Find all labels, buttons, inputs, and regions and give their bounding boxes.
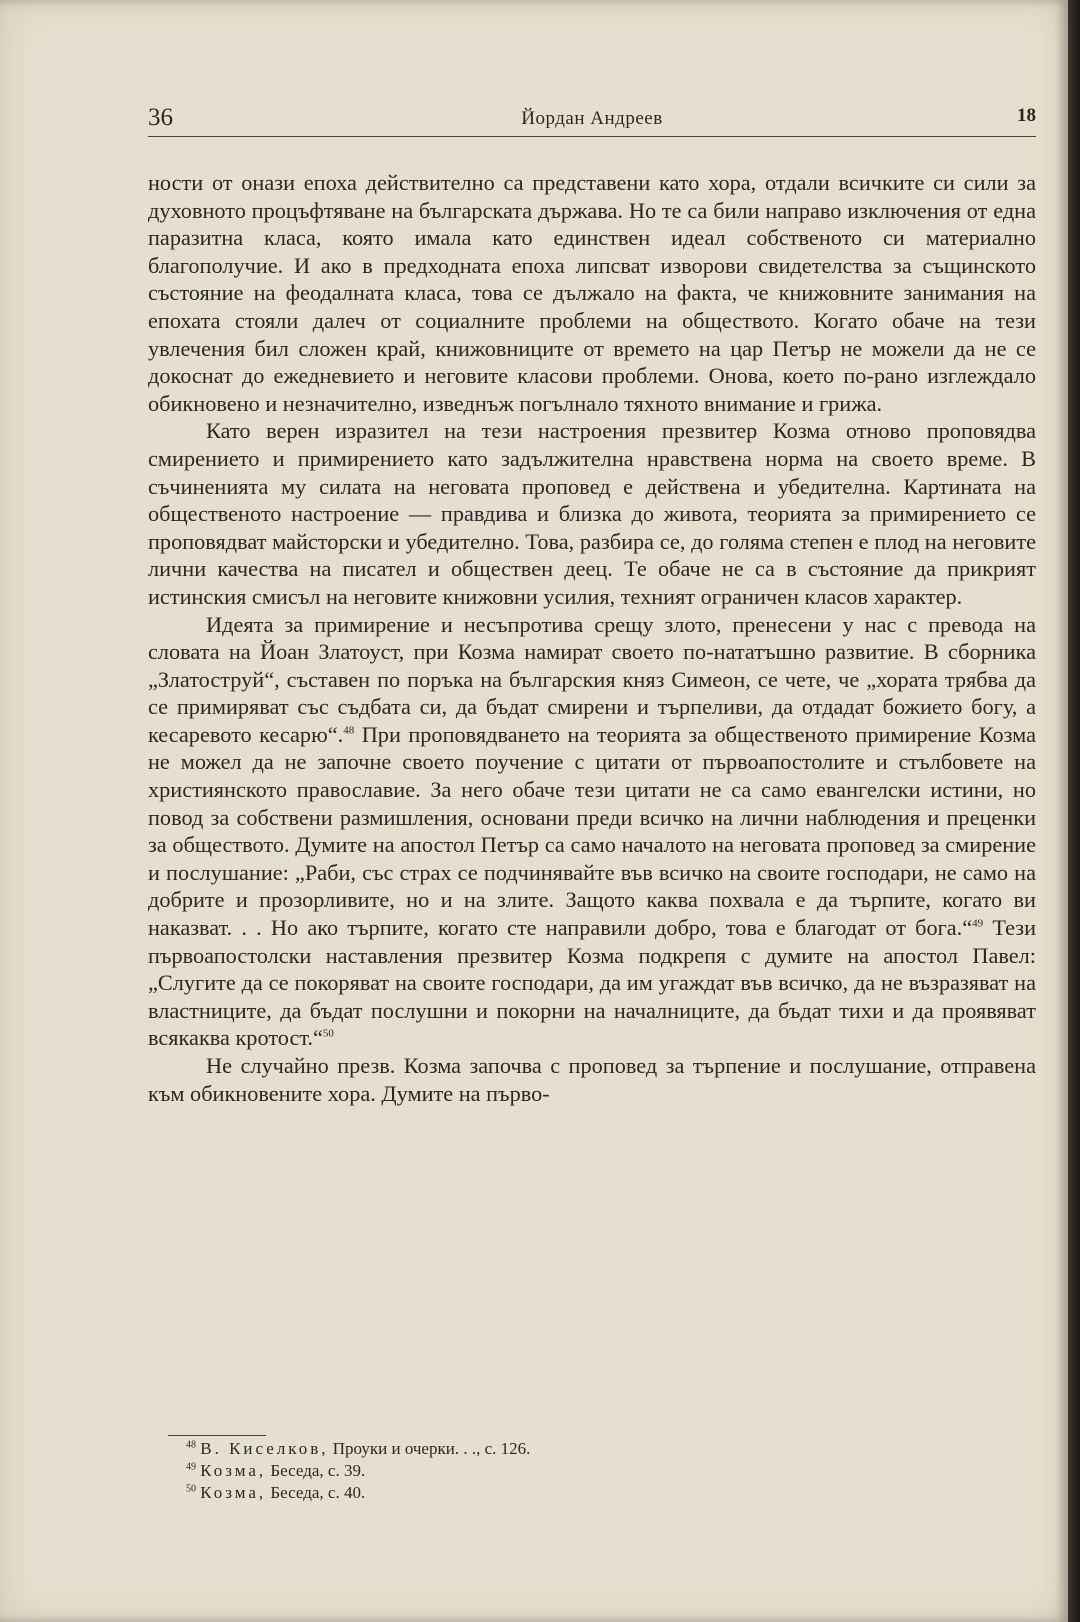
- footnote-rule: [168, 1435, 266, 1436]
- footnote-text: Проуки и очерки. . ., с. 126.: [328, 1439, 531, 1458]
- paragraph-3-part-a: Идеята за примирение и несъпротива срещу злото, пренесени у нас с превода на словата на Йоан Златоуст, при Козма намират своето по-нататъшно развитие. В сборника „Златоструй“, съставен по поръка на българския княз Симеон, се чете, че „хората трябва да се примиряват със съдбата си, да бъдат смирени и търпеливи, да отдадат божието богу, а кесаревото кесарю“.: [148, 611, 1036, 747]
- footnote-50: [186, 1482, 786, 1504]
- signature-mark: 18: [1017, 105, 1036, 126]
- header-rule: [148, 136, 1036, 137]
- paragraph-3-part-c: Тези първоапостолски наставления презвитер Козма подкрепя с думите на апостол Павел: „Слугите да се покоряват на своите господари, да им угаждат във всичко, да не възразяват на властниците, да бъдат послушни и покорни на началниците, да бъдат тихи и да проявяват всякаква кротост.“: [148, 915, 1037, 1051]
- page-header: [148, 100, 1036, 136]
- paragraph-4: Не случайно презв. Козма започва с проповед за търпение и послушание, отправена към обикновените хора. Думите на първо-: [148, 1053, 1036, 1106]
- page-number: 36: [148, 104, 173, 131]
- paragraph-2: Като верен изразител на тези настроения презвитер Козма отново проповядва смирението и примирението като задължителна нравствена норма на своето време. В съчиненията му силата на неговата проповед е действена и убедителна. Картината на общественото настроение — правдива и близка до живота, теорията за примирението се проповядват майсторски и убедително. Това, разбира се, до голяма степен е плод на неговите лични качества на писател и обществен деец. Те обаче не са в състояние да прикрият истинския смисъл на неговите книжовни усилия, техният ограничен класов характер.: [148, 418, 1036, 609]
- footnote-number: 48: [186, 1439, 196, 1451]
- footnote-ref-50: 50: [322, 1027, 334, 1040]
- footnote-text: Беседа, с. 39.: [266, 1461, 366, 1480]
- footnote-text: Беседа, с. 40.: [266, 1483, 366, 1502]
- footnote-author: В. Киселков,: [200, 1439, 329, 1458]
- paragraph-3: [148, 611, 1036, 1053]
- footnote-ref-49: 49: [972, 917, 984, 930]
- footnote-author: Козма,: [200, 1461, 267, 1480]
- paragraph-1: ности от онази епоха действително са представени като хора, отдали всичките си сили за духовното процъфтяване на българската държава. Но те са били направо изключения от една паразитна класа, която имала като единствен идеал собственото си материално благополучие. И ако в предходната епоха липсват изворови свидетелства за същинското състояние на феодалната класа, това се дължало на факта, че книжовните занимания на епохата стояли далеч от социалните проблеми на обществото. Когато обаче на тези увлечения бил сложен край, книжовниците от времето на цар Петър не можели да не се докоснат до ежедневието и неговите класови проблеми. Онова, което по-рано изглеждало обикновено и незначително, изведнъж погълнало тяхното внимание и грижа.: [148, 170, 1036, 416]
- footnote-ref-48: 48: [343, 724, 355, 737]
- footnotes: [186, 1438, 786, 1504]
- paragraph-3-part-b: При проповядването на теорията за общественото примирение Козма не можел да не започне своето поучение с цитати от първоапостолите и стълбовете на християнското православие. За него обаче тези цитати не са само евангелски истини, но повод за собствени размишления, основани преди всичко на лични наблюдения и преценки за обществото. Думите на апостол Петър са само началото на неговата проповед за смирение и послушание: „Раби, със страх се подчинявайте във всичко на своите господари, не само на добрите и прозорливите, но и на злите. Защото каква похвала е да търпите, когато ви наказват. . . Но ако търпите, когато сте направили добро, това е благодат от бога.“: [148, 721, 1036, 941]
- footnote-author: Козма,: [200, 1483, 267, 1502]
- footnote-48: [186, 1438, 786, 1460]
- footnote-number: 50: [186, 1483, 196, 1495]
- book-spine-edge: [1068, 0, 1080, 1622]
- footnote-number: 49: [186, 1461, 196, 1473]
- body-text: [148, 169, 1036, 1107]
- running-head: Йордан Андреев: [521, 108, 663, 129]
- footnote-49: [186, 1460, 786, 1482]
